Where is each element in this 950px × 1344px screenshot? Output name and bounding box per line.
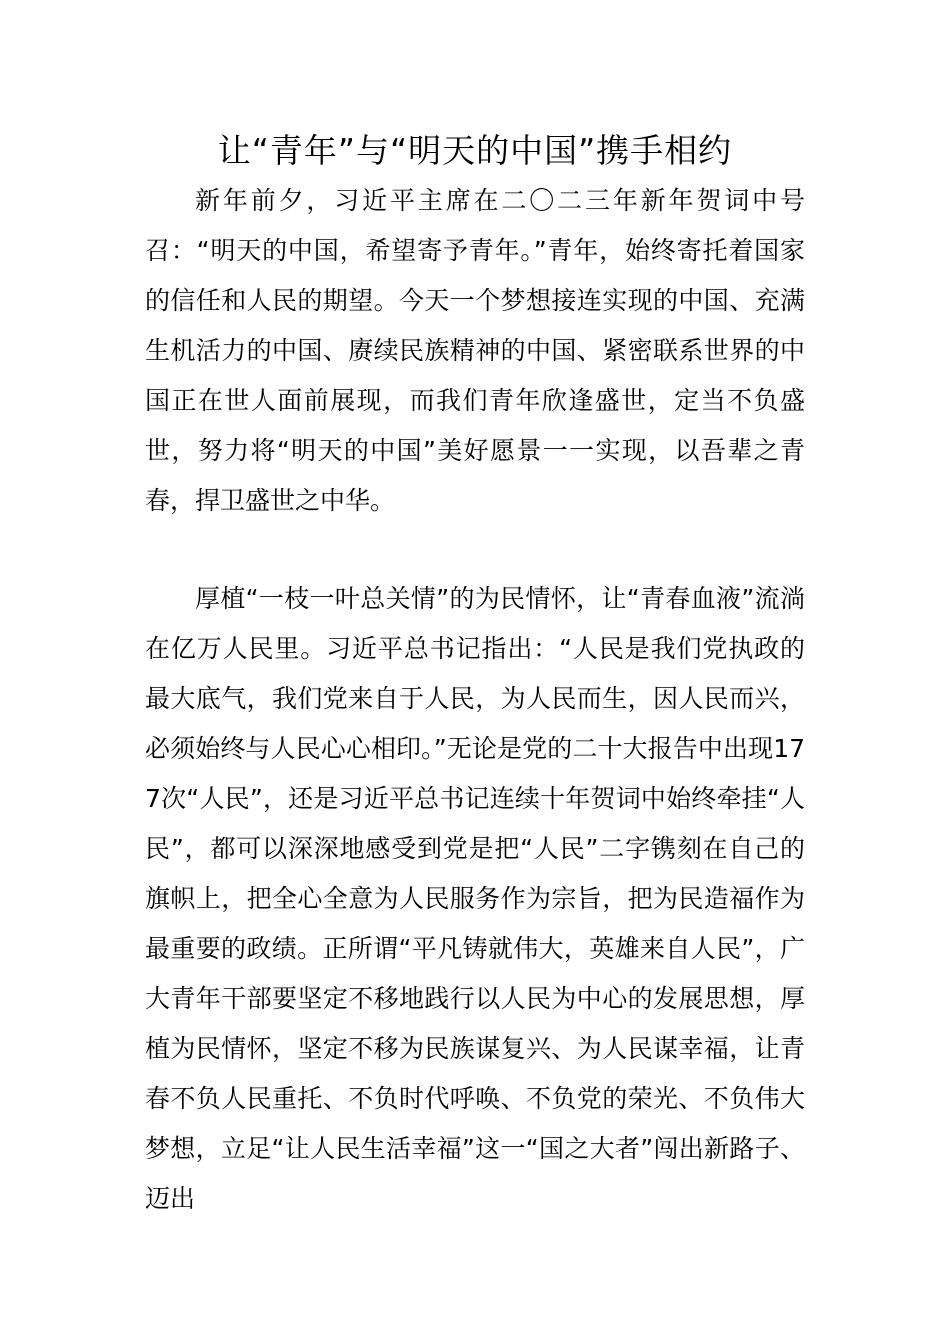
paragraph-1: 新年前夕，习近平主席在二〇二三年新年贺词中号召：“明天的中国，希望寄予青年。”青年，始终寄托着国家的信任和人民的期望。今天一个梦想接连实现的中国、充满生机活力的中国、赓续民族精神的中国、紧密联系世界的中国正在世人面前展现，而我们青年欣逢盛世，定当不负盛世，努力将“明天的中国”美好愿景一一实现，以吾辈之青春，捍卫盛世之中华。 <box>145 186 805 515</box>
document-title: 让“青年”与“明天的中国”携手相约 <box>217 131 733 170</box>
paragraph-2: 厚植“一枝一叶总关情”的为民情怀，让“青春血液”流淌在亿万人民里。习近平总书记指出：“人民是我们党执政的最大底气，我们党来自于人民，为人民而生，因人民而兴，必须始终与人民心心相印。”无论是党的二十大报告中出现177次“人民”，还是习近平总书记连续十年贺词中始终牵挂“人民”，都可以深深地感受到党是把“人民”二字镌刻在自己的旗帜上，把全心全意为人民服务作为宗旨，把为民造福作为最重要的政绩。正所谓“平凡铸就伟大，英雄来自人民”，广大青年干部要坚定不移地践行以人民为中心的发展思想，厚植为民情怀，坚定不移为民族谋复兴、为人民谋幸福，让青春不负人民重托、不负时代呼唤、不负党的荣光、不负伟大梦想，立足“让人民生活幸福”这一“国之大者”闯出新路子、迈出 <box>145 584 805 1213</box>
